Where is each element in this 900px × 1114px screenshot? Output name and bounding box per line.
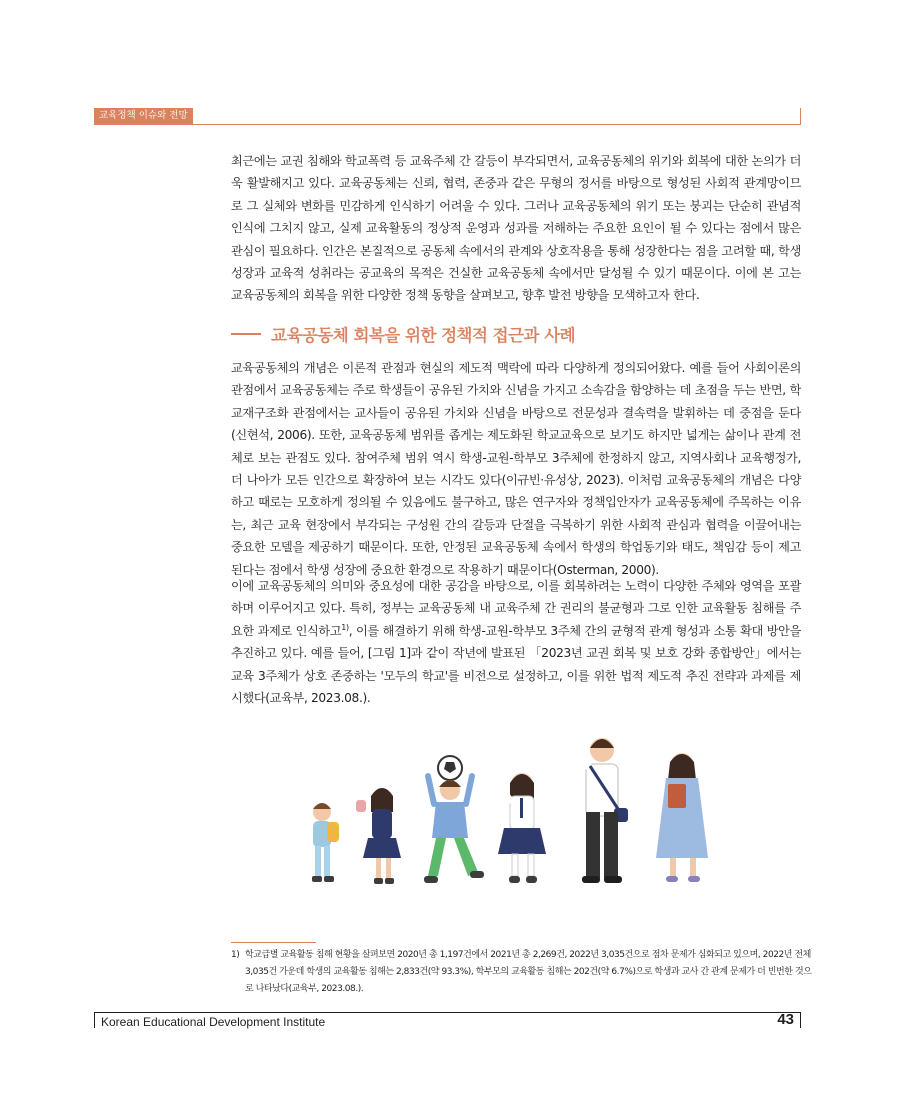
footnote-text: 학교급별 교육활동 침해 현황을 살펴보면 2020년 총 1,197건에서 2021년 총 2,269건, 2022년 3,035건으로 점차 문제가 심화되고 있으며, 2022년 전체 3,035건 가운데 학생의 교육활동 침해는 2,833건(약 93.3%), 학부모의 교육활동 침해는 202건(약 6.7%)으로 학생과 교사 간 관계 문제가 더 빈번한 것으로 나타났다(교육부, 2023.08.). (245, 950, 812, 994)
footnote-rule (231, 942, 316, 943)
boy-with-ball-figure (424, 756, 484, 883)
page-number: 43 (777, 1011, 794, 1028)
footnote-marker[interactable]: 1) (341, 622, 349, 632)
waving-student-figure (486, 770, 546, 883)
header-section-tag: 교육정책 이슈와 전망 (94, 108, 193, 124)
footer-institute-name: Korean Educational Development Institute (101, 1015, 326, 1029)
footnote (231, 947, 815, 997)
footer-right-tick (800, 1012, 801, 1028)
section-paragraph-1: 교육공동체의 개념은 이론적 관점과 현실의 제도적 맥락에 따라 다양하게 정의되어왔다. 예를 들어 사회이론의 관점에서 교육공동체는 주로 학생들이 공유된 가치와 신념을 가지고 소속감을 함양하는 데 초점을 두는 반면, 학교재구조화 관점에서는 교사들이 공유된 가치와 신념을 바탕으로 전문성과 결속력을 발휘하는 데 중점을 둔다(신현석, 2006). 또한, 교육공동체 범위를 좁게는 제도화된 학교교육으로 보기도 하지만 넓게는 삶이나 관계 전체로 보는 관점도 있다. 참여주체 범위 역시 학생-교원-학부모 3주체에 한정하지 않고, 지역사회나 교육행정가, 더 나아가 모든 인간으로 확장하여 보는 시각도 있다(이규빈·유성상, 2023). 이처럼 교육공동체의 개념은 다양하고 때로는 모호하게 정의될 수 있음에도 불구하고, 많은 연구자와 정책입안자가 교육공동체에 주목하는 이유는, 최근 교육 현장에서 부각되는 구성원 간의 갈등과 단절을 극복하기 위한 사회적 관심과 협력을 이끌어내는 중요한 모델을 제공하기 때문이다. 또한, 안정된 교육공동체 속에서 학생의 학업동기와 태도, 책임감 등이 제고된다는 점에서 학생 성장에 중요한 환경으로 작용하기 때문이다(Osterman, 2000). (231, 361, 801, 577)
adult-man-figure (570, 738, 628, 883)
footer-rule (94, 1012, 801, 1013)
child-with-backpack-figure (312, 803, 339, 882)
footnote-number: 1) (231, 950, 240, 960)
paragraph-2-text-after: , 이를 해결하기 위해 학생-교원-학부모 3주체 간의 균형적 관계 형성과 소통 확대 방안을 추진하고 있다. 예를 들어, [그림 1]과 같이 작년에 발표된 「2023년 교권 회복 및 보호 강화 종합방안」에서는 교육 3주체가 상호 존중하는 '모두의 학교'를 비전으로 설정하고, 이를 위한 법적 제도적 추진 전략과 과제를 제시했다(교육부, 2023.08.). (231, 623, 801, 706)
adult-woman-figure (656, 753, 708, 882)
intro-paragraph: 최근에는 교권 침해와 학교폭력 등 교육주체 간 갈등이 부각되면서, 교육공동체의 위기와 회복에 대한 논의가 더욱 활발해지고 있다. 교육공동체는 신뢰, 협력, 존중과 같은 무형의 정서를 바탕으로 형성된 사회적 관계망이므로 그 실체와 변화를 민감하게 인식하기 어려울 수 있다. 그러나 교육공동체의 위기 또는 붕괴는 단순히 관념적 인식에 그치지 않고, 실제 교육활동의 정상적 운영과 성과를 저해하는 주요한 요인이 될 수 있다는 점에서 많은 관심이 필요하다. 인간은 본질적으로 공동체 속에서의 관계와 상호작용을 통해 성장한다는 점을 고려할 때, 학생 성장과 교육적 성취라는 공교육의 목적은 건실한 교육공동체 속에서만 달성될 수 있기 때문이다. 이에 본 고는 교육공동체의 회복을 위한 다양한 정책 동향을 살펴보고, 향후 발전 방향을 모색하고자 한다. (231, 154, 801, 303)
paragraph-2-text-before: 이에 교육공동체의 의미와 중요성에 대한 공감을 바탕으로, 이를 회복하려는 노력이 다양한 주체와 영역을 포괄하며 이루어지고 있다. 특히, 정부는 교육공동체 내 교육주체 간 권리의 불균형과 그로 인한 교육활동 침해를 주요한 과제로 인식하고 (231, 579, 801, 638)
header-rule (94, 124, 801, 125)
education-community-illustration (296, 738, 746, 894)
section-paragraph-2 (231, 575, 801, 709)
section-heading (231, 322, 575, 346)
girl-student-figure (356, 788, 401, 884)
footer-left-tick (94, 1012, 95, 1028)
section-heading-rule (231, 333, 261, 335)
header-rule-tick (800, 108, 801, 125)
section-heading-text: 교육공동체 회복을 위한 정책적 접근과 사례 (271, 326, 576, 345)
